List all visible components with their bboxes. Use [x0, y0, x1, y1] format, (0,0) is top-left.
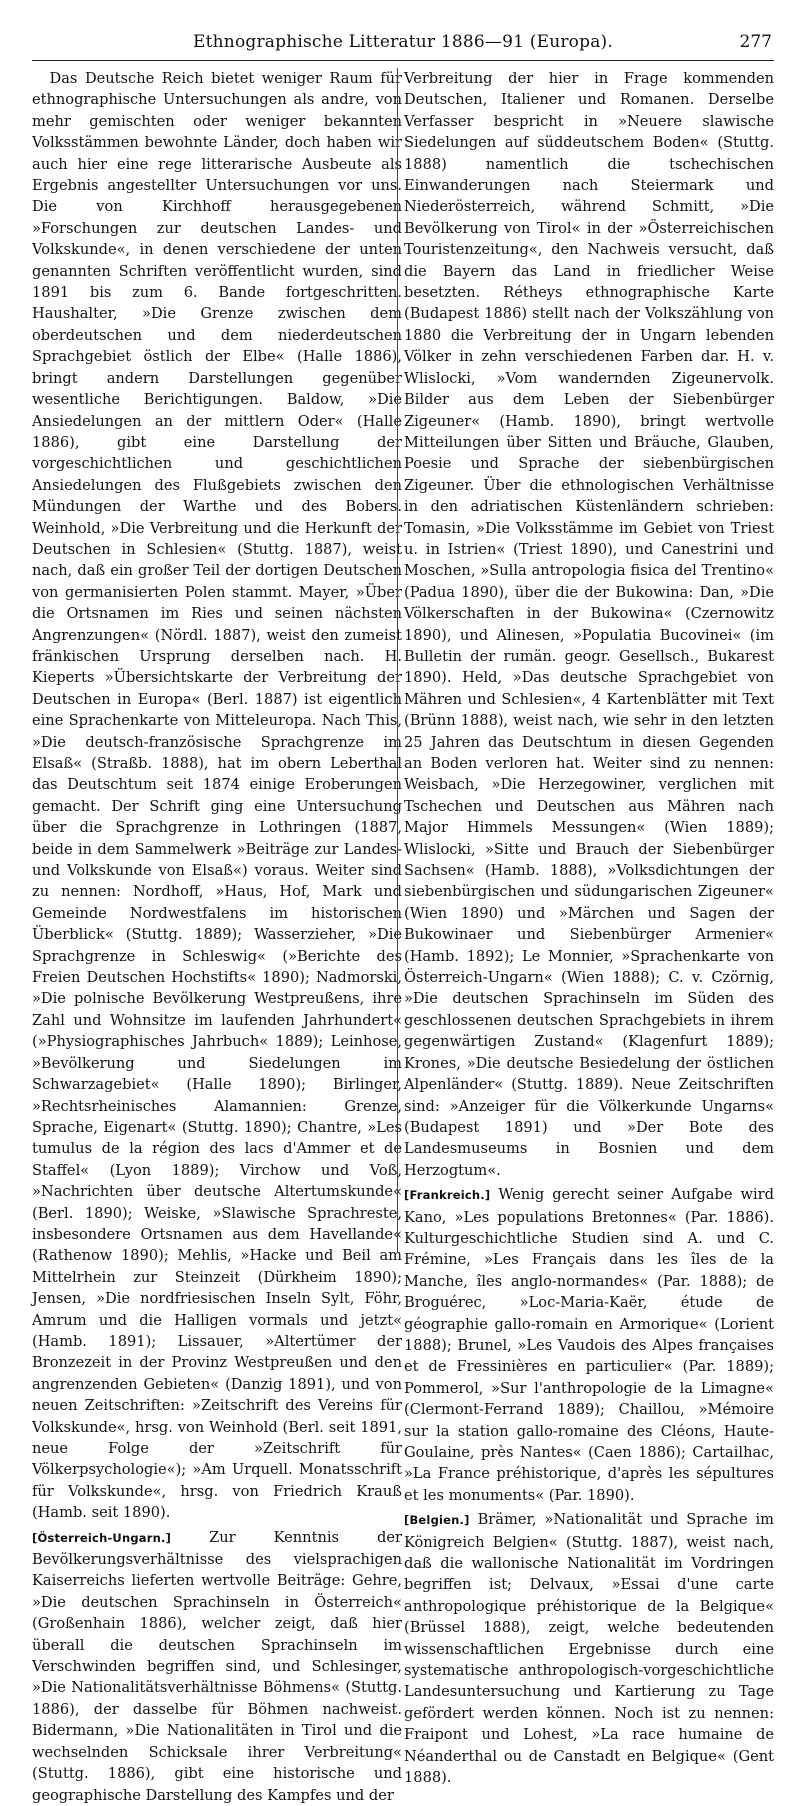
paragraph-continuation: Verbreitung der hier in Frage kommenden Deutschen, Italiener und Romanen. Derselbe Verfasser bespricht in »Neuere slawische Siedelungen auf süddeutschem Boden« (Stuttg. 1888) namentlich die tschechischen Einwanderungen nach Steiermark und Niederösterreich, während Schmitt, »Die Bevölkerung von Tirol« in der »Österreichischen Touristenzeitung«, den Nachweis versucht, daß die Bayern das Land in friedlicher Weise besetzten. Rétheys ethnographische Karte (Budapest 1886) stellt nach der Volkszählung von 1880 die Verbreitung der in Ungarn lebenden Völker in zehn verschiedenen Farben dar. H. v. Wlislocki, »Vom wandernden Zigeunervolk. Bilder aus dem Leben der Siebenbürger Zigeuner« (Hamb. 1890), bringt wertvolle Mitteilungen über Sitten und Bräuche, Glauben, Poesie und Sprache der siebenbürgischen Zigeuner. Über die ethnologischen Verhältnisse in den adriatischen Küstenländern schrieben: Tomasin, »Die Volksstämme im Gebiet von Triest u. in Istrien« (Triest 1890), und Canestrini und Moschen, »Sulla antropologia fisica del Trentino« (Padua 1890), über die der Bukowina: Dan, »Die Völkerschaften in der Bukowina« (Czernowitz 1890), und Alinesen, »Populatia Bucovinei« (im Bulletin der rumän. geogr. Gesellsch., Bukarest 1890). Held, »Das deutsche Sprachgebiet von Mähren und Schlesien«, 4 Kartenblätter mit Text (Brünn 1888), weist nach, wie sehr in den letzten 25 Jahren das Deutschtum in diesen Gegenden an Boden verloren hat. Weiter sind zu nennen: Weisbach, »Die Herzegowiner, verglichen mit Tschechen und Deutschen aus Mähren nach Major Himmels Messungen« (Wien 1889); Wlislocki, »Sitte und Brauch der Siebenbürger Sachsen« (Hamb. 1888), »Volksdichtungen der siebenbürgischen und südungarischen Zigeuner« (Wien 1890) und »Märchen und Sagen der Bukowinaer und Siebenbürger Armenier« (Hamb. 1892); Le Monnier, »Sprachenkarte von Österreich-Ungarn« (Wien 1888); C. v. Czörnig, »Die deutschen Sprachinseln im Süden des geschlossenen deutschen Sprachgebiets in ihrem gegenwärtigen Zustand« (Klagenfurt 1889); Krones, »Die deutsche Besiedelung der östlichen Alpenländer« (Stuttg. 1889). Neue Zeitschriften sind: »Anzeiger für die Völkerkunde Ungarns« (Budapest 1891) und »Der Bote des Landesmuseums in Bosnien und dem Herzogtum«.	[404, 70, 774, 1179]
column-divider	[397, 68, 398, 1253]
paragraph-text: Brämer, »Nationalität und Sprache im Königreich Belgien« (Stuttg. 1887), weist nach, daß die wallonische Nationalität im Vordringen begriffen ist; Delvaux, »Essai d'une carte anthropologique préhistorique de la Belgique« (Brüssel 1888), zeigt, welche bedeutenden wissenschaftlichen Ergebnisse durch eine systematische anthropologisch-vorgeschichtliche Landesuntersuchung und Kartierung zu Tage gefördert werden können. Noch ist zu nennen: Fraipont und Lohest, »La race humaine de Néanderthal ou de Canstadt en Belgique« (Gent 1888).	[404, 1511, 774, 1787]
right-column	[404, 68, 774, 1787]
section-tag-belgien: [Belgien.]	[404, 1513, 470, 1528]
left-column	[32, 68, 402, 1804]
page-header	[32, 28, 774, 61]
running-title: Ethnographische Litteratur 1886—91 (Europa).	[193, 32, 613, 52]
paragraph-belgien	[404, 1509, 774, 1788]
section-tag-frankreich: [Frankreich.]	[404, 1188, 491, 1203]
paragraph-frankreich	[404, 1184, 774, 1506]
paragraph-oesterreich-ungarn	[32, 1527, 402, 1806]
paragraph-text: Wenig gerecht seiner Aufgabe wird Kano, »Les populations Bretonnes« (Par. 1886). Kulturgeschichtliche Studien sind A. und C. Frémine, »Les Français dans les îles de la Manche, îles anglo-normandes« (Par. 1888); de Broguérec, »Loc-Maria-Kaër, étude de géographie gallo-romain en Armorique« (Lorient 1888); Brunel, »Les Vaudois des Alpes françaises et de Fressinières en particulier« (Par. 1889); Pommerol, »Sur l'anthropologie de la Limagne« (Clermont-Ferrand 1889); Chaillou, »Mémoire sur la station gallo-romaine des Cléons, Haute-Goulaine, près Nantes« (Caen 1886); Cartailhac, »La France préhistorique, d'après les sépultures et les monuments« (Par. 1890).	[404, 1186, 774, 1504]
paragraph-text: Zur Kenntnis der Bevölkerungsverhältnisse des vielsprachigen Kaiserreichs lieferten wertvolle Beiträge: Gehre, »Die deutschen Sprachinseln in Österreich« (Großenhain 1886), welcher zeigt, daß hier überall die deutschen Sprachinseln im Verschwinden begriffen sind, und Schlesinger, »Die Nationalitätsverhältnisse Böhmens« (Stuttg. 1886), der dasselbe für Böhmen nachweist. Bidermann, »Die Nationalitäten in Tirol und die wechselnden Schicksale ihrer Verbreitung« (Stuttg. 1886), gibt eine historische und geographische Darstellung des Kampfes und der	[32, 1528, 402, 1804]
paragraph-deutsches-reich: Das Deutsche Reich bietet weniger Raum für ethnographische Untersuchungen als andre, von mehr gemischten oder weniger bekannten Volksstämmen bewohnte Länder, doch haben wir auch hier eine rege litterarische Ausbeute als Ergebnis angestellter Untersuchungen vor uns. Die von Kirchhoff herausgegebenen »Forschungen zur deutschen Landes- und Volkskunde«, in denen verschiedene der unten genannten Schriften veröffentlicht wurden, sind 1891 bis zum 6. Bande fortgeschritten. Haushalter, »Die Grenze zwischen dem oberdeutschen und dem niederdeutschen Sprachgebiet östlich der Elbe« (Halle 1886), bringt andern Darstellungen gegenüber wesentliche Berichtigungen. Baldow, »Die Ansiedelungen an der mittlern Oder« (Halle 1886), gibt eine Darstellung der vorgeschichtlichen und geschichtlichen Ansiedelungen des Flußgebiets zwischen den Mündungen der Warthe und des Bobers. Weinhold, »Die Verbreitung und die Herkunft der Deutschen in Schlesien« (Stuttg. 1887), weist nach, daß ein großer Teil der dortigen Deutschen von germanisierten Polen stammt. Mayer, »Über die Ortsnamen im Ries und seinen nächsten Angrenzungen« (Nördl. 1887), weist den zumeist fränkischen Ursprung derselben nach. H. Kieperts »Übersichtskarte der Verbreitung der Deutschen in Europa« (Berl. 1887) ist eigentlich eine Sprachenkarte von Mitteleuropa. Nach This, »Die deutsch-französische Sprachgrenze im Elsaß« (Straßb. 1888), hat im obern Leberthal das Deutschtum seit 1874 einige Eroberungen gemacht. Der Schrift ging eine Untersuchung über die Sprachgrenze in Lothringen (1887, beide in dem Sammelwerk »Beiträge zur Landes- und Volkskunde von Elsaß«) voraus. Weiter sind zu nennen: Nordhoff, »Haus, Hof, Mark und Gemeinde Nordwestfalens im historischen Überblick« (Stuttg. 1889); Wasserzieher, »Die Sprachgrenze in Schleswig« (»Berichte des Freien Deutschen Hochstifts« 1890); Nadmorski, »Die polnische Bevölkerung Westpreußens, ihre Zahl und Wohnsitze im laufenden Jahrhundert« (»Physiographisches Jahrbuch« 1889); Leinhose, »Bevölkerung und Siedelungen im Schwarzagebiet« (Halle 1890); Birlinger, »Rechtsrheinisches Alamannien: Grenze, Sprache, Eigenart« (Stuttg. 1890); Chantre, »Les tumulus de la région des lacs d'Ammer et de Staffel« (Lyon 1889); Virchow und Voß, »Nachrichten über deutsche Altertumskunde« (Berl. 1890); Weiske, »Slawische Sprachreste, insbesondere Ortsnamen aus dem Havellande« (Rathenow 1890); Mehlis, »Hacke und Beil am Mittelrhein zur Steinzeit (Dürkheim 1890); Jensen, »Die nordfriesischen Inseln Sylt, Föhr, Amrum und die Halligen vormals und jetzt« (Hamb. 1891); Lissauer, »Altertümer der Bronzezeit in der Provinz Westpreußen und den angrenzenden Gebieten« (Danzig 1891), und von neuen Zeitschriften: »Zeitschrift des Vereins für Volkskunde«, hrsg. von Weinhold (Berl. seit 1891, neue Folge der »Zeitschrift für Völkerpsychologie«); »Am Urquell. Monatsschrift für Volkskunde«, hrsg. von Friedrich Krauß (Hamb. seit 1890).	[32, 70, 402, 1522]
section-tag-oesterreich-ungarn: [Österreich-Ungarn.]	[32, 1530, 172, 1545]
page-number: 277	[739, 32, 772, 52]
